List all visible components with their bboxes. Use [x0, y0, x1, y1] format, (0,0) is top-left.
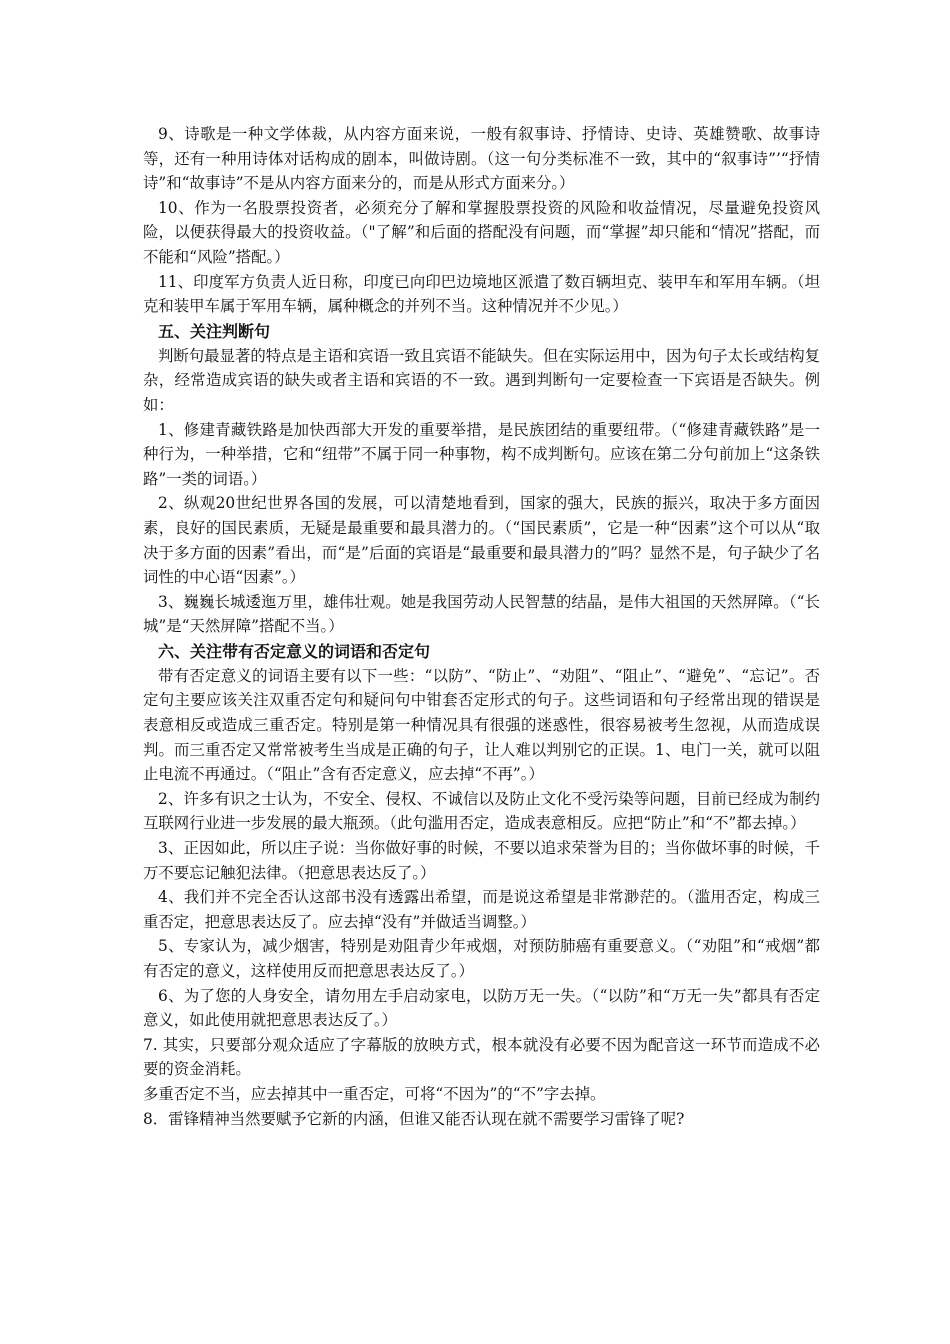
- section-heading-5: 五、关注判断句: [158, 321, 271, 341]
- section-6-item-3: 3、正因如此，所以庄子说：当你做好事的时候，不要以追求荣誉为目的；当你做坏事的时候，千万不要忘记触犯法律。（把意思表达反了。）: [143, 839, 820, 882]
- section-5-item-2: 2、纵观20世纪世界各国的发展，可以清楚地看到，国家的强大，民族的振兴，取决于多方面因素，良好的国民素质，无疑是最重要和最具潜力的。（“国民素质”，它是一种“因素”这个可以从“取决于多方面的因素”看出，而“是”后面的宾语是“最重要和最具潜力的”吗？显然不是，句子缺少了名词性的中心语“因素”。）: [143, 494, 820, 587]
- example-item-10: 10、作为一名股票投资者，必须充分了解和掌握股票投资的风险和收益情况，尽量避免投资风险，以便获得最大的投资收益。（"了解”和后面的搭配没有问题，而“掌握”却只能和“情况”搭配，而不能和“风险”搭配。）: [143, 198, 820, 266]
- section-5-item-3: 3、巍巍长城逶迤万里，雄伟壮观。她是我国劳动人民智慧的结晶，是伟大祖国的天然屏障。（“长城”是“天然屏障”搭配不当。）: [143, 592, 820, 636]
- example-item-11: 11、印度军方负责人近日称，印度已向印巴边境地区派遣了数百辆坦克、装甲车和军用车辆。（坦克和装甲车属于军用车辆，属种概念的并列不当。这种情况并不少见。）: [143, 272, 820, 316]
- example-item-9: 9、诗歌是一种文学体裁，从内容方面来说，一般有叙事诗、抒情诗、史诗、英雄赞歌、故事诗等，还有一种用诗体对话构成的剧本，叫做诗剧。（这一句分类标准不一致，其中的“叙事诗”’“抒情诗”和“故事诗”不是从内容方面来分的，而是从形式方面来分。）: [143, 125, 820, 193]
- section-6-item-5: 5、专家认为，减少烟害，特别是劝阻青少年戒烟，对预防肺癌有重要意义。（“劝阻”和“戒烟”都有否定的意义，这样使用反而把意思表达反了。）: [143, 937, 820, 980]
- section-6-item-7: 7. 其实，只要部分观众适应了字幕版的放映方式，根本就没有必要不因为配音这一环节而造成不必要的资金消耗。: [143, 1035, 820, 1079]
- section-6-item-2: 2、许多有识之士认为，不安全、侵权、不诚信以及防止文化不受污染等问题，目前已经成为制约互联网行业进一步发展的最大瓶颈。（此句滥用否定，造成表意相反。应把“防止”和“不”都去掉。）: [143, 789, 820, 833]
- section-5-intro: 判断句最显著的特点是主语和宾语一致且宾语不能缺失。但在实际运用中，因为句子太长或结构复杂，经常造成宾语的缺失或者主语和宾语的不一致。遇到判断句一定要检查一下宾语是否缺失。例如：: [143, 346, 820, 414]
- section-6-item-6: 6、为了您的人身安全，请勿用左手启动家电，以防万无一失。（“以防”和“万无一失”都具有否定意义，如此使用就把意思表达反了。）: [143, 986, 820, 1030]
- section-6-item-4: 4、我们并不完全否认这部书没有透露出希望，而是说这希望是非常渺茫的。（滥用否定，构成三重否定，把意思表达反了。应去掉“没有”并做适当调整。）: [143, 888, 820, 931]
- section-6-item-8: 8．雷锋精神当然要赋予它新的内涵，但谁又能否认现在就不需要学习雷锋了呢?: [143, 1109, 685, 1128]
- document-page: [143, 122, 820, 1131]
- section-6-intro: 带有否定意义的词语主要有以下一些：“以防”、“防止”、“劝阻”、“阻止”、“避免”、“忘记”。否定句主要应该关注双重否定句和疑问句中钳套否定形式的句子。这些词语和句子经常出现的错误是表意相反或造成三重否定。特别是第一种情况具有很强的迷惑性，很容易被考生忽视，从而造成误判。而三重否定又常常被考生当成是正确的句子，让人难以判别它的正误。1、电门一关，就可以阻止电流不再通过。（“阻止”含有否定意义，应去掉“不再”。）: [143, 666, 820, 784]
- section-6-item-7-note: 多重否定不当，应去掉其中一重否定，可将“不因为”的“不”字去掉。: [143, 1084, 606, 1103]
- section-heading-6: 六、关注带有否定意义的词语和否定句: [158, 641, 431, 661]
- section-5-item-1: 1、修建青藏铁路是加快西部大开发的重要举措，是民族团结的重要纽带。（“修建青藏铁路”是一种行为，一种举措，它和“纽带”不属于同一种事物，构不成判断句。应该在第二分句前加上“这条铁路”一类的词语。）: [143, 420, 820, 488]
